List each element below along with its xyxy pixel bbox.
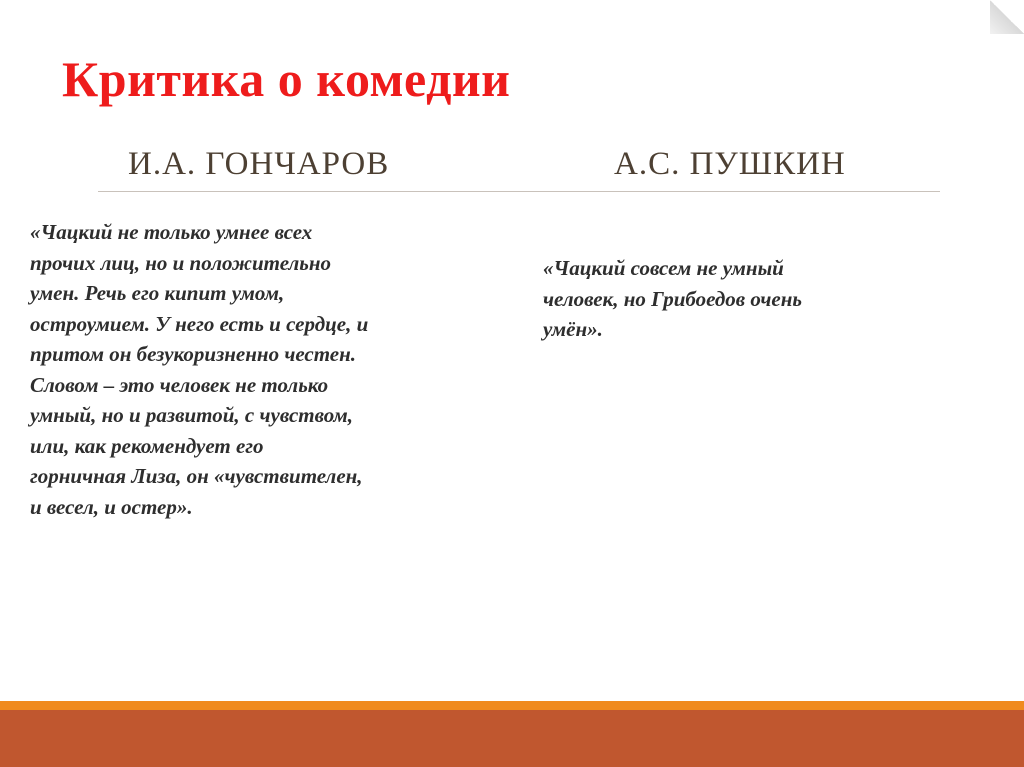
left-column-heading: И.А. ГОНЧАРОВ	[128, 146, 390, 182]
page-corner-fold	[990, 0, 1024, 34]
right-column-heading: А.С. ПУШКИН	[614, 146, 846, 182]
slide-title: Критика о комедии	[62, 51, 511, 107]
footer-decorative-bar	[0, 701, 1024, 767]
pushkin-quote: «Чацкий совсем не умный человек, но Грибоедов очень умён».	[543, 256, 802, 341]
goncharov-quote: «Чацкий не только умнее всех прочих лиц, но и положительно умен. Речь его кипит умом, остроумием. У него есть и сердце, и притом он безукоризненно честен. Словом – это человек не только умный, но и развитой, с чувством, или, как рекомендует его горничная Лиза, он «чувствителен, и весел, и остер».	[30, 220, 369, 519]
heading-divider	[98, 191, 940, 192]
